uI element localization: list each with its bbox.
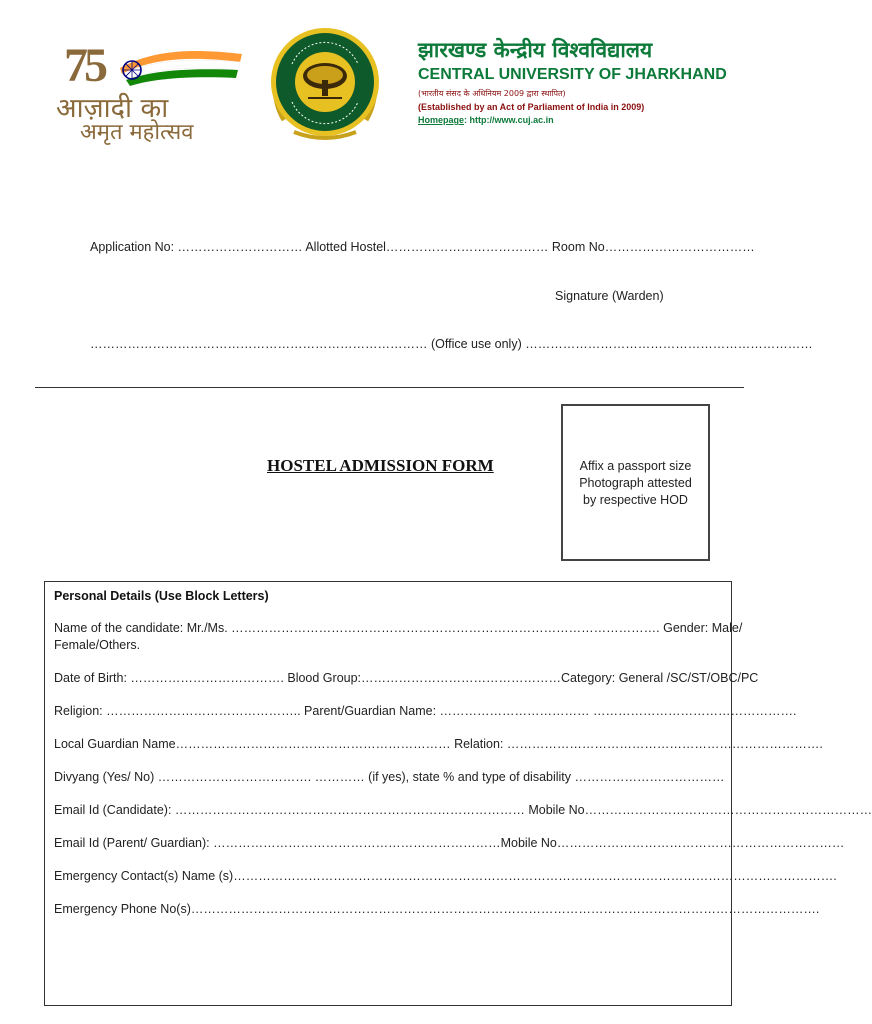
field-divyang-disability[interactable]: Divyang (Yes/ No) ………………………………. ………… (if yes), state % and type of disability ……………………………… (54, 770, 725, 784)
tricolor-flag-icon (112, 46, 248, 86)
field-emergency-contact-name[interactable]: Emergency Contact(s) Name (s)………………………………………………………………………………………………………………………………. (54, 869, 837, 883)
logo-number: 75 (64, 39, 104, 92)
field-local-guardian-relation[interactable]: Local Guardian Name………………………………………………………… Relation: …………………………………………………………………. (54, 737, 823, 751)
homepage-label: Homepage (418, 115, 465, 125)
established-note-hindi: (भारतीय संसद के अधिनियम 2009 द्वारा स्थापित) (418, 89, 566, 98)
field-parent-email-mobile[interactable]: Email Id (Parent/ Guardian): ……………………………………………………………Mobile No…………………………………………………………… (54, 836, 845, 850)
field-religion-parent-name[interactable]: Religion: ……………………………………….. Parent/Guardian Name: ……………………………… …………………………………………. (54, 704, 797, 718)
form-title: HOSTEL ADMISSION FORM (267, 456, 494, 475)
homepage-link[interactable]: : http://www.cuj.ac.in (464, 115, 554, 125)
photo-instruction: Affix a passport size Photograph attested by respective HOD (579, 459, 692, 507)
university-name-hindi: झारखण्ड केन्द्रीय विश्वविद्यालय (418, 38, 653, 62)
homepage-line (418, 115, 738, 125)
field-dob-bloodgroup-category[interactable]: Date of Birth: ………………………………. Blood Group:…………………………………………Category: General /SC/ST/OBC/PC (54, 671, 759, 685)
field-candidate-email-mobile[interactable]: Email Id (Candidate): ………………………………………………………………………… Mobile No…………………………………………………………… (54, 803, 872, 817)
field-emergency-phone[interactable]: Emergency Phone No(s)……………………………………………………………………………………………………………………………………. (54, 902, 820, 916)
university-name-block (418, 36, 738, 125)
office-use-line: ……………………………………………………………………… (Office use only) …………………………………………………………… (90, 337, 813, 351)
photo-placeholder-box (561, 404, 710, 561)
warden-signature-label: Signature (Warden) (555, 289, 664, 303)
university-name-english: CENTRAL UNIVERSITY OF JHARKHAND (418, 66, 727, 83)
university-seal-logo (264, 20, 386, 146)
allotment-line: Application No: ………………………… Allotted Hostel………………………………… Room No……………………………… (90, 240, 755, 254)
established-note-english: (Established by an Act of Parliament of India in 2009) (418, 102, 645, 112)
field-candidate-name-gender[interactable]: Name of the candidate: Mr./Ms. …………………………………………………………………………………………. Gender: Male/ (54, 621, 743, 635)
personal-details-box (44, 581, 732, 1006)
azadi-ka-amrit-mahotsav-logo (50, 36, 250, 146)
logo-text-line2: अमृत महोत्सव (80, 120, 194, 145)
logo-text-line1: आज़ादी का (56, 93, 169, 124)
field-gender-continued[interactable]: Female/Others. (54, 638, 141, 652)
personal-details-heading: Personal Details (Use Block Letters) (54, 589, 269, 603)
section-divider (35, 387, 744, 388)
